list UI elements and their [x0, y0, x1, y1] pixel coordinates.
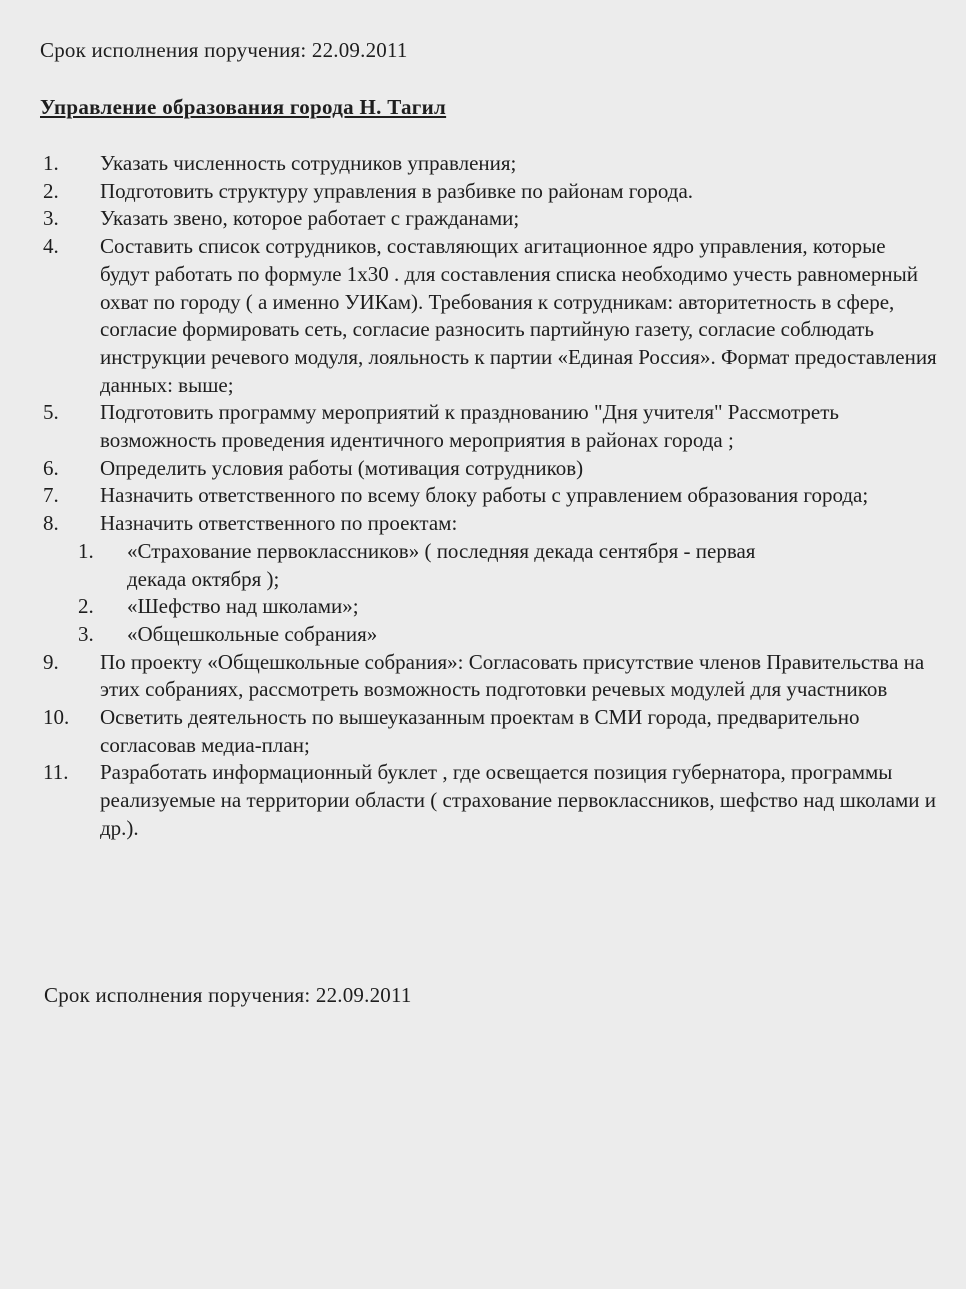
project-sublist: [40, 538, 940, 649]
task-number: 6.: [43, 455, 59, 480]
task-number: 7.: [43, 483, 59, 508]
task-number: 3.: [43, 206, 59, 231]
subtask-number: 1.: [78, 538, 94, 563]
task-text: Разработать информационный буклет , где освещается позиция губернатора, программы реализуемые на территории области ( страхование первоклассников, шефство над школами и др.).: [100, 760, 937, 840]
task-item: [40, 649, 940, 704]
task-number: 10.: [43, 705, 70, 730]
task-text: Определить условия работы (мотивация сотрудников): [100, 455, 584, 480]
task-text: Указать звено, которое работает с гражданами;: [100, 206, 520, 231]
task-text: Подготовить программу мероприятий к празднованию "Дня учителя" Рассмотреть возможность проведения идентичного мероприятия в районах города ;: [100, 400, 839, 453]
subtask-item: [40, 538, 940, 593]
task-item: [40, 205, 940, 233]
task-number: 9.: [43, 649, 59, 674]
task-text: Назначить ответственного по всему блоку работы с управлением образования города;: [100, 483, 869, 508]
subtask-text: «Общешкольные собрания»: [127, 621, 378, 646]
task-item: [40, 510, 940, 649]
task-number: 11.: [43, 760, 69, 785]
subtask-number: 3.: [78, 621, 94, 646]
task-text: Подготовить структуру управления в разбивке по районам города.: [100, 178, 694, 203]
task-number: 4.: [43, 234, 59, 259]
task-text: Назначить ответственного по проектам:: [100, 511, 458, 536]
deadline-bottom: Срок исполнения поручения: 22.09.2011: [44, 983, 412, 1007]
task-item: [40, 150, 940, 178]
task-item: [40, 482, 940, 510]
subtask-number: 2.: [78, 594, 94, 619]
task-text: По проекту «Общешкольные собрания»: Согласовать присутствие членов Правительства на этих собраниях, рассмотреть возможность подготовки речевых модулей для участников: [100, 649, 925, 702]
task-item: [40, 455, 940, 483]
deadline-top: Срок исполнения поручения: 22.09.2011: [40, 38, 408, 62]
task-item: [40, 399, 940, 454]
task-text: Составить список сотрудников, составляющих агитационное ядро управления, которые будут работать по формуле 1х30 . для составления списка необходимо учесть равномерный охват по городу ( а именно УИКам). Требования к сотрудникам: авторитетность в сфере, согласие формировать сеть, согласие разносить партийную газету, согласие соблюдать инструкции речевого модуля, лояльность к партии «Единая Россия». Формат предоставления данных: выше;: [100, 234, 937, 397]
task-item: [40, 233, 940, 399]
task-item: [40, 178, 940, 206]
subtask-text: «Страхование первоклассников» ( последняя декада сентября - первая декада октября );: [127, 538, 756, 591]
subtask-item: [40, 593, 940, 621]
task-text: Указать численность сотрудников управления;: [100, 151, 517, 175]
task-number: 8.: [43, 511, 59, 536]
task-number: 2.: [43, 178, 59, 203]
task-number: 1.: [43, 151, 59, 175]
task-number: 5.: [43, 400, 59, 425]
task-item: [40, 759, 940, 842]
task-text: Осветить деятельность по вышеуказанным проектам в СМИ города, предварительно согласовав медиа-план;: [100, 705, 860, 757]
task-item: [40, 704, 940, 759]
subtask-item: [40, 621, 940, 649]
document-heading: Управление образования города Н. Тагил: [40, 95, 447, 119]
task-list: [40, 150, 940, 843]
subtask-text: «Шефство над школами»;: [127, 594, 359, 619]
